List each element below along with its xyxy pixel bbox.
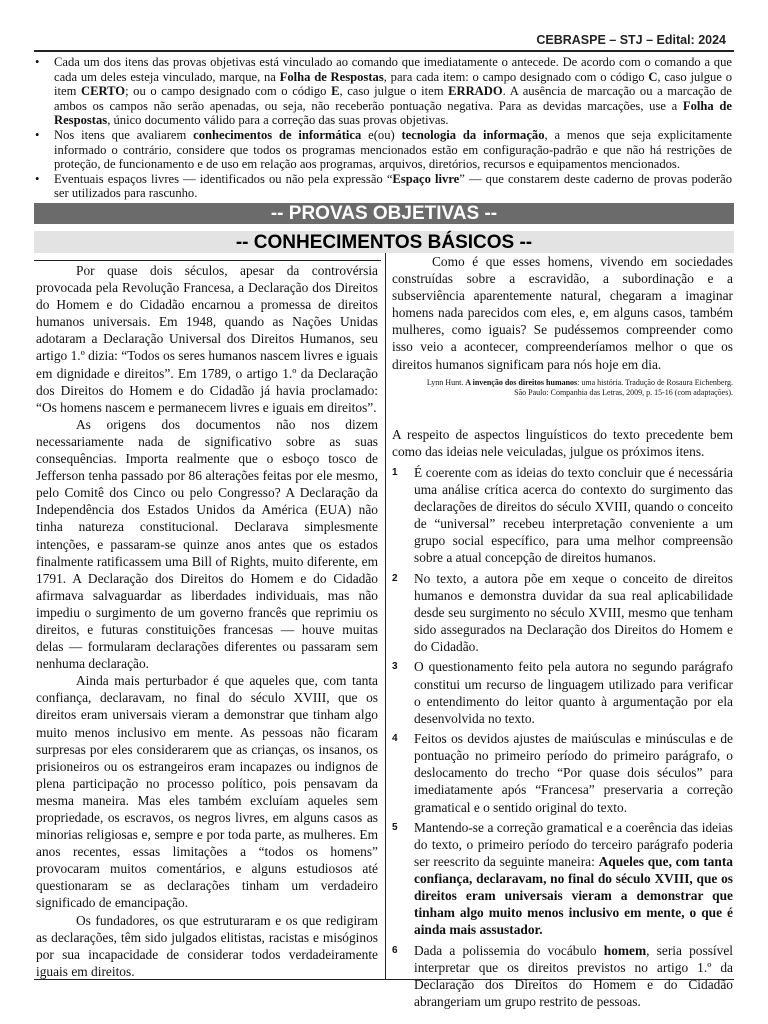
- question-item: [392, 658, 733, 726]
- text-run: e(ou): [361, 127, 402, 142]
- questions-intro: A respeito de aspectos linguísticos do texto precedente bem como das ideias nele veiculadas, julgue os próximos itens.: [392, 426, 733, 459]
- text-run: , caso julgue o item: [54, 69, 733, 99]
- text-run: É coerente com as ideias do texto concluir que é necessária uma análise crítica acerca do contexto do surgimento das declarações de direitos do século XVIII, quando o conceito de “universal” recebeu interpretação conveniente a um grupo social específico, para uma melhor compreensão sobre a atual concepção de direitos humanos.: [414, 464, 733, 566]
- text-run: , a menos que seja explicitamente informado o contrário, considere que todos os programas mencionados estão em configuração-padrão e que não há restrições de proteção, de funcionamento e de uso em relação aos programas, arquivos, diretórios, recursos e equipamentos mencionados.: [54, 127, 733, 172]
- text-run: , para cada item: o campo designado com o código: [383, 69, 649, 84]
- text-run: No texto, a autora põe em xeque o conceito de direitos humanos e demonstra duvidar da sua real aplicabilidade desde seu surgimento no século XVIII, mesmo que tenham sido assegurados na Declaração dos Direitos do Homem e do Cidadão.: [414, 570, 733, 655]
- bold-run: conhecimentos de informática: [193, 127, 362, 142]
- text-run: , único documento válido para a correção das suas provas objetivas.: [107, 113, 449, 128]
- text-run: . A ausência de marcação ou a marcação de ambos os campos não serão apenadas, ou seja, não receberão pontuação negativa. Para as devidas marcações, use a: [54, 84, 732, 113]
- text-run: Eventuais espaços livres — identificados ou não pela expressão “: [54, 171, 393, 186]
- section-banner-provas-objetivas: -- PROVAS OBJETIVAS --: [34, 203, 734, 224]
- question-item: [392, 942, 733, 1010]
- bold-run: CERTO: [80, 84, 126, 99]
- question-items: [392, 464, 733, 1010]
- bullet-icon: •: [35, 55, 40, 69]
- instructions-list: [34, 55, 732, 201]
- text-run: ; ou o campo designado com o código: [125, 84, 332, 99]
- bold-run: Folha de Respostas: [54, 98, 732, 128]
- bold-run: Espaço livre: [392, 171, 460, 186]
- bullet-icon: •: [35, 171, 40, 186]
- bullet-icon: •: [35, 127, 40, 142]
- question-item: [392, 464, 733, 567]
- text-source-citation: Lynn Hunt. A invenção dos direitos humanos: uma história. Tradução de Rosaura Eichenberg. São Paulo: Companhia das Letras, 2009, p. 15-16 (com adaptações).: [426, 377, 733, 397]
- exam-header-title: CEBRASPE – STJ – Edital: 2024: [536, 33, 726, 47]
- header-divider: [34, 50, 734, 52]
- bold-run: homem: [603, 942, 647, 958]
- text-paragraph: Por quase dois séculos, apesar da controvérsia provocada pela Revolução Francesa, a Declaração dos Direitos do Homem e do Cidadão encarnou a promessa de direitos humanos universais. Em 1948, quando as Nações Unidas adotaram a Declaração Universal dos Direitos Humanos, seu artigo 1.º dizia: “Todos os seres humanos nascem livres e iguais em dignidade e direitos”. Em 1789, o artigo 1.º da Declaração dos Direitos do Homem e do Cidadão já havia proclamado: “Os homens nascem e permanecem livres e iguais em direitos”.: [36, 263, 378, 415]
- text-top-divider: [34, 260, 381, 261]
- question-item: [392, 570, 733, 655]
- text-paragraph: Ainda mais perturbador é que aqueles que, com tanta confiança, declaravam, no final do século XVIII, que os direitos eram universais vieram a demonstrar que tinham algo muito menos inclusivo em mente. As pessoas não ficaram surpresas por eles considerarem que as crianças, os insanos, os prisioneiros ou os estrangeiros eram incapazes ou indignos de plena participação no processo político, pois pensavam da mesma maneira. Mas eles também excluíam aqueles sem propriedade, os escravos, os negros livres, em alguns casos as minorias religiosas e, sempre e por toda parte, as mulheres. Em anos recentes, essas limitações a “todos os homens” provocaram muitos comentários, e alguns estudiosos até questionaram se as declarações tinham um verdadeiro significado de emancipação.: [36, 673, 378, 911]
- question-number: 3: [392, 661, 398, 673]
- question-number: 5: [392, 821, 398, 833]
- instruction-item: [34, 128, 732, 172]
- text-paragraph-continuation: Como é que esses homens, vivendo em sociedades construídas sobre a escravidão, a subordinação e a subserviência aparentemente natural, chegaram a imaginar homens nada parecidos com eles, e, em alguns casos, também mulheres, como iguais? Se pudéssemos compreender como isso veio a acontecer, compreenderíamos melhor o que os direitos humanos significam para nós hoje em dia.: [392, 254, 733, 372]
- text-run: Feitos os devidos ajustes de maiúsculas e minúsculas e de pontuação no primeiro período do primeiro parágrafo, o deslocamento do trecho “Por quase dois séculos” para imediatamente após “Francesa” preservaria a correção gramatical e o sentido original do texto.: [414, 731, 733, 815]
- bold-run: Aqueles que, com tanta confiança, declaravam, no final do século XVIII, que os direitos eram universais vieram a demonstrar que tinham algo muito menos inclusivo em mente, o que é ainda mais assustador.: [414, 854, 733, 938]
- bold-run: C: [648, 69, 658, 84]
- questions-column: [392, 253, 733, 1014]
- instruction-item: [34, 55, 732, 128]
- text-run: ” — que constarem deste caderno de provas poderão ser utilizados para rascunho.: [54, 171, 732, 201]
- question-number: 1: [392, 466, 398, 478]
- source-book-title: A invenção dos direitos humanos: [465, 377, 578, 387]
- instruction-item: [34, 172, 732, 201]
- bold-run: E: [331, 84, 340, 99]
- text-run: , seria possível interpretar que os direitos previstos no artigo 1.º da Declaração dos Direitos do Homem e do Cidadão abrangeriam um grupo restrito de pessoas.: [414, 942, 733, 1010]
- bold-run: tecnologia da informação: [401, 127, 545, 142]
- question-number: 2: [392, 572, 398, 584]
- bold-run: ERRADO: [448, 84, 503, 99]
- text-paragraph: As origens dos documentos não nos dizem necessariamente nada de significativo sobre as suas consequências. Importa realmente que o esboço tosco de Jefferson tenha passado por 86 alterações feitas por ele mesmo, pelo Comitê dos Cinco ou pelo Congresso? A Declaração da Independência dos Estados Unidos da América (EUA) não tinha natureza constitucional. Declarava simplesmente intenções, e passaram-se quinze anos antes que os estados finalmente ratificassem uma Bill of Rights, muito diferente, em 1791. A Declaração dos Direitos do Homem e do Cidadão afirmava salvaguardar as liberdades individuais, mas não impediu o surgimento de um governo francês que reprimiu os direitos, e futuras constituições francesas — houve muitas delas — formularam declarações diferentes ou passaram sem nenhuma declaração.: [36, 416, 378, 672]
- bold-run: Folha de Respostas: [279, 69, 384, 84]
- text-paragraph: Os fundadores, os que estruturaram e os que redigiram as declarações, têm sido julgados elitistas, racistas e misóginos por sua incapacidade de considerar todos verdadeiramente iguais em direitos.: [36, 912, 378, 979]
- reading-text-column: [36, 262, 378, 980]
- column-divider: [385, 253, 386, 979]
- question-number: 6: [392, 944, 398, 956]
- question-number: 4: [392, 733, 398, 745]
- section-banner-conhecimentos-basicos: -- CONHECIMENTOS BÁSICOS --: [34, 231, 734, 253]
- text-run: Nos itens que avaliarem: [54, 127, 194, 142]
- text-run: O questionamento feito pela autora no segundo parágrafo constitui um recurso de linguagem utilizado para verificar o entendimento do leitor quanto à argumentação por ela desenvolvida no texto.: [414, 659, 733, 726]
- question-item: [392, 730, 733, 815]
- text-run: Cada um dos itens das provas objetivas está vinculado ao comando que imediatamente o antecede. De acordo com o comando a que cada um deles esteja vinculado, marque, na: [54, 55, 732, 84]
- question-item: [392, 819, 733, 939]
- text-run: Mantendo-se a correção gramatical e a coerência das ideias do texto, o primeiro período do terceiro parágrafo poderia ser reescrito da seguinte maneira:: [414, 819, 733, 870]
- text-run: Dada a polissemia do vocábulo: [414, 942, 604, 958]
- text-run: , caso julgue o item: [339, 84, 449, 99]
